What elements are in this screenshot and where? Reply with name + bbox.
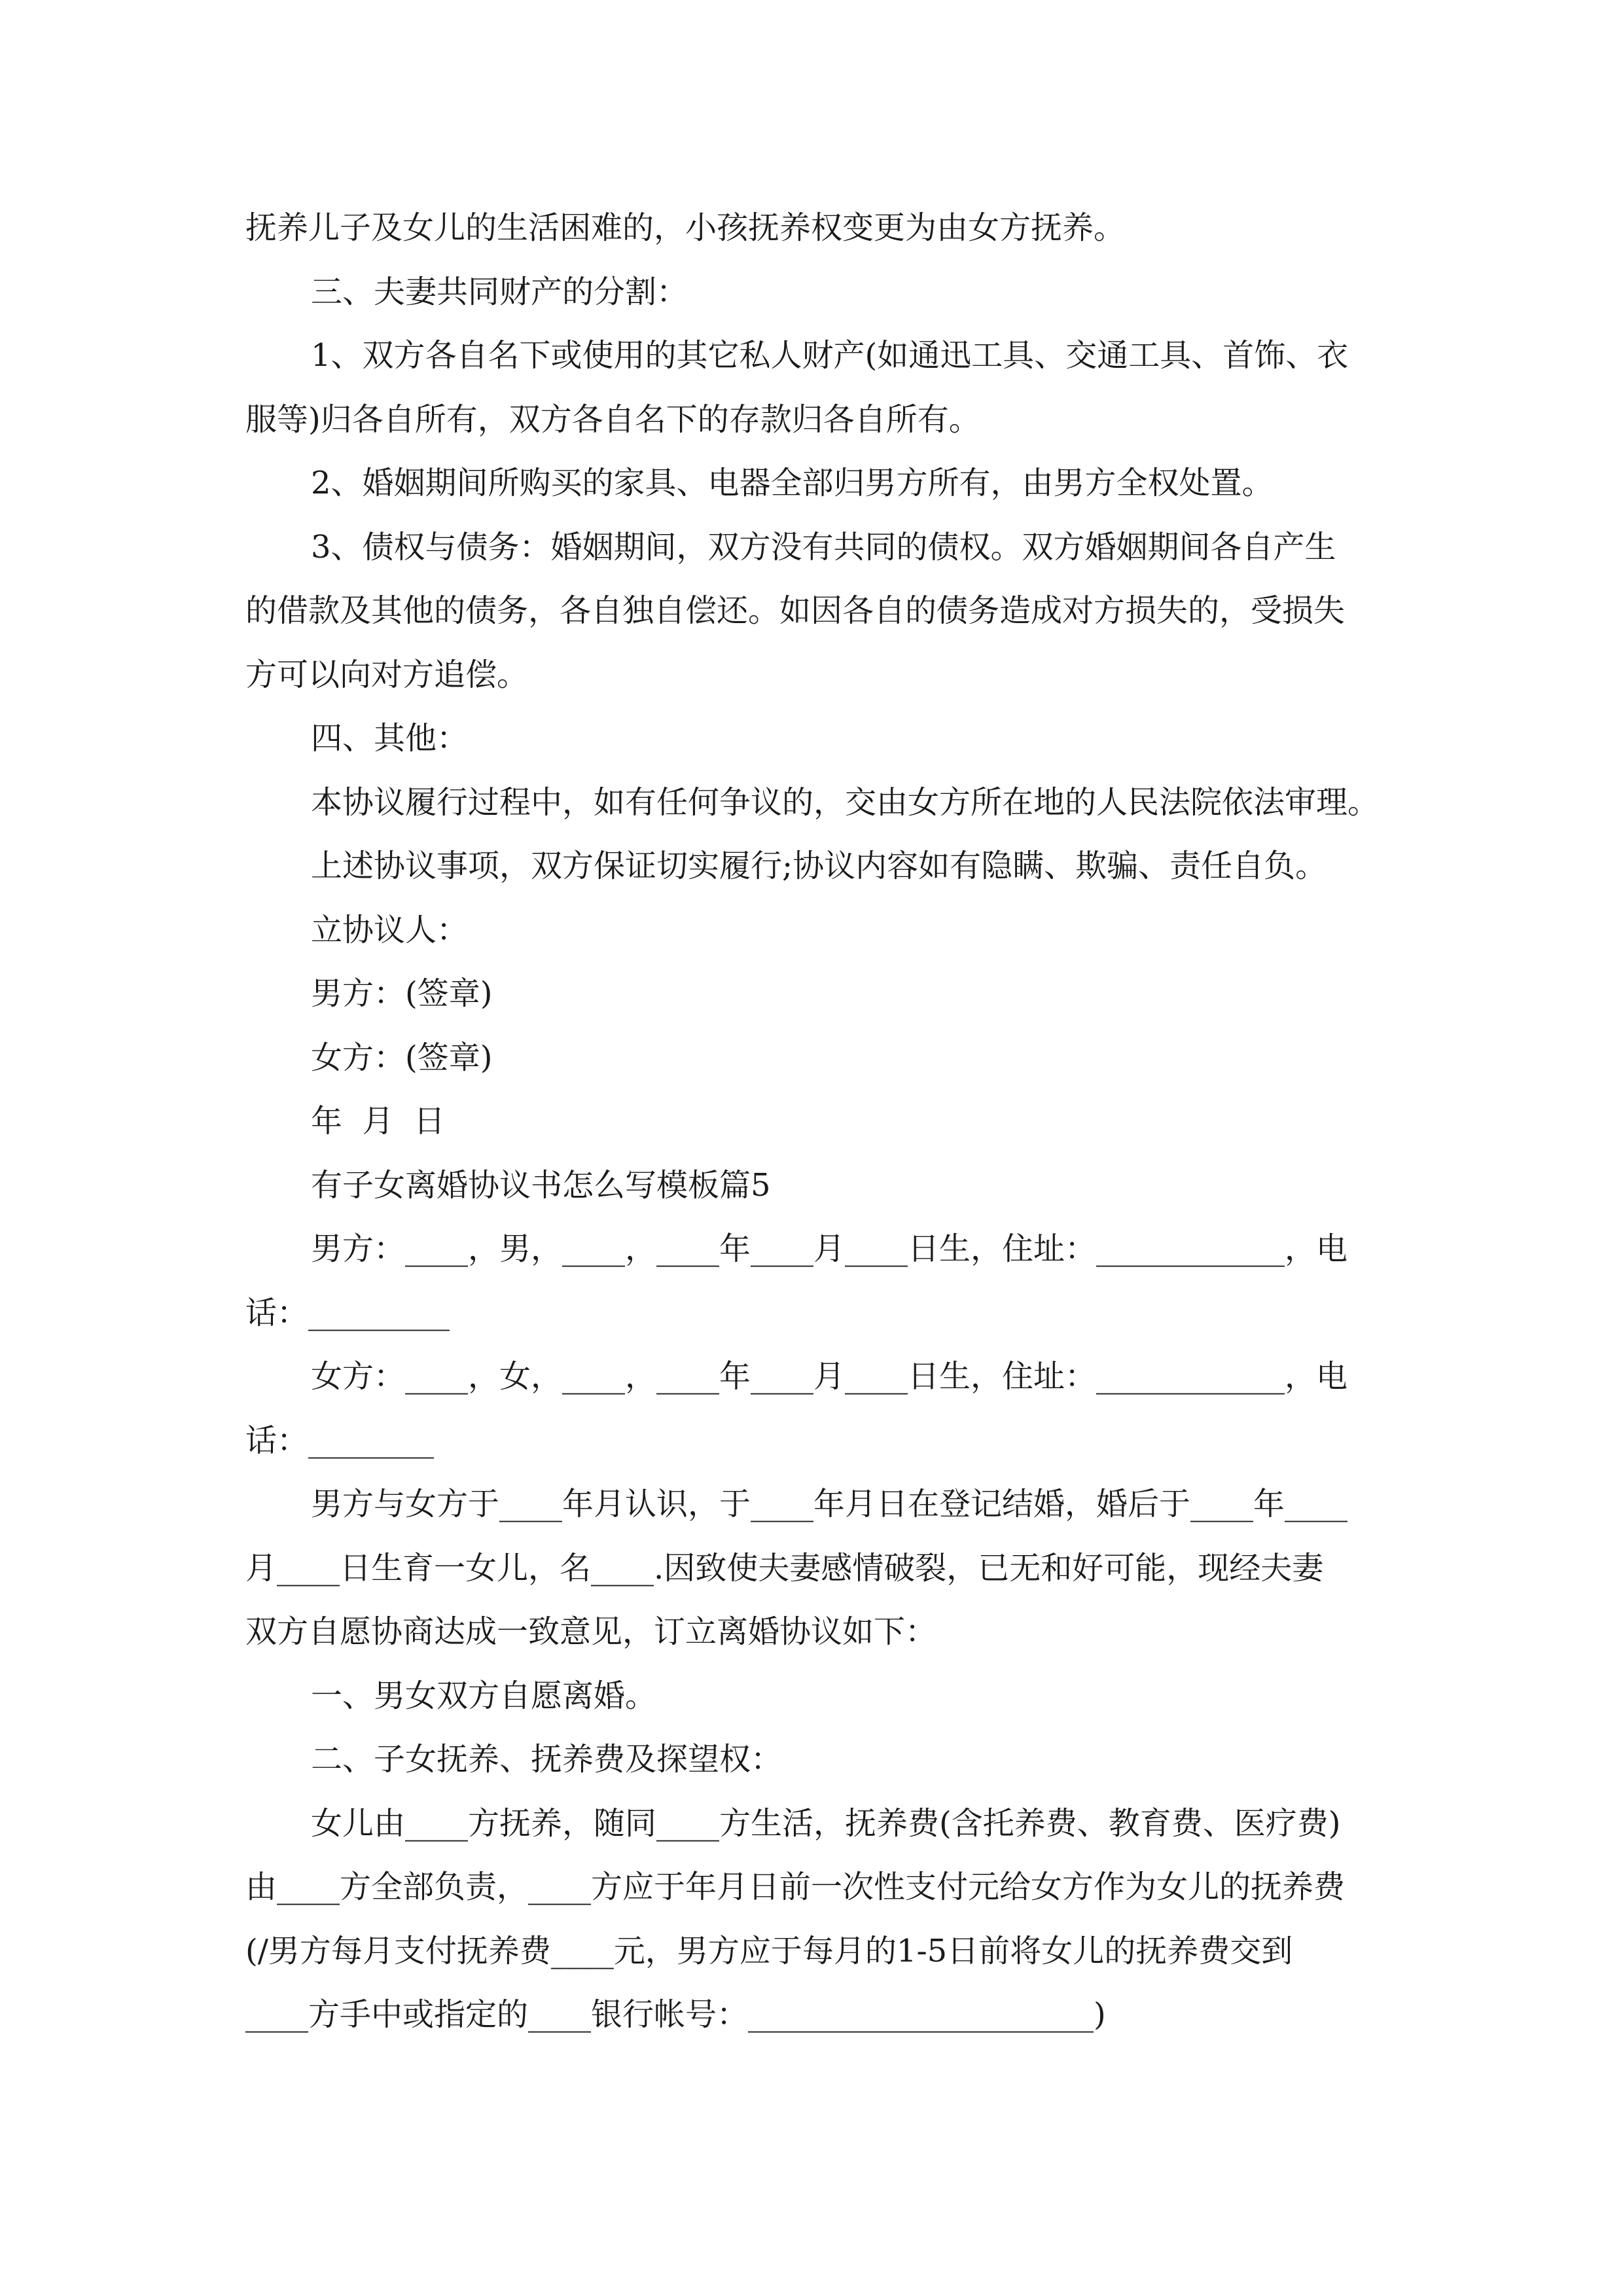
clause-custody-heading: 二、子女抚养、抚养费及探望权： xyxy=(311,1741,783,1778)
section-heading-property: 三、夫妻共同财产的分割： xyxy=(311,273,688,310)
text-line: 3、债权与债务：婚姻期间，双方没有共同的债权。双方婚姻期间各自产生 xyxy=(311,528,1336,565)
text-line: (/男方每月支付抚养费____元，男方应于每月的1-5日前将女儿的抚养费交到 xyxy=(245,1932,1293,1969)
text-line: 本协议履行过程中，如有任何争议的，交由女方所在地的人民法院依法审理。 xyxy=(311,783,1380,821)
text-line: 男方与女方于____年月认识，于____年月日在登记结婚，婚后于____年____ xyxy=(311,1486,1348,1522)
text-line: 服等)归各自所有，双方各自名下的存款归各自所有。 xyxy=(245,401,980,438)
text-line: 月____日生育一女儿，名____.因致使夫妻感情破裂，已无和好可能，现经夫妻 xyxy=(245,1549,1324,1587)
date-line: 年 月 日 xyxy=(311,1103,446,1139)
text-line: 2、婚姻期间所购买的家具、电器全部归男方所有，由男方全权处置。 xyxy=(311,465,1274,501)
section-heading-other: 四、其他： xyxy=(311,720,469,757)
female-signature-line: 女方：(签章) xyxy=(311,1039,493,1076)
male-info-line: 男方：____，男，____，____年____月____日生，住址：____________，电 xyxy=(311,1230,1348,1267)
text-line: 方可以向对方追偿。 xyxy=(245,656,529,693)
text-line: ____方手中或指定的____银行帐号：______________________) xyxy=(245,1996,1106,2033)
text-line: 1、双方各自名下或使用的其它私人财产(如通迅工具、交通工具、首饰、衣 xyxy=(311,337,1349,374)
female-phone-line: 话：________ xyxy=(245,1422,435,1459)
signatory-label: 立协议人： xyxy=(311,911,469,948)
female-info-line: 女方：____，女，____，____年____月____日生，住址：____________，电 xyxy=(311,1358,1348,1395)
male-phone-line: 话：_________ xyxy=(245,1294,450,1331)
text-line: 双方自愿协商达成一致意见，订立离婚协议如下： xyxy=(245,1613,937,1650)
text-line: 女儿由____方抚养，随同____方生活，抚养费(含托养费、教育费、医疗费) xyxy=(311,1804,1341,1842)
text-line: 抚养儿子及女儿的生活困难的，小孩抚养权变更为由女方抚养。 xyxy=(245,209,1126,246)
template-title: 有子女离婚协议书怎么写模板篇5 xyxy=(311,1166,771,1204)
text-line: 由____方全部负责，____方应于年月日前一次性支付元给女方作为女儿的抚养费 xyxy=(245,1869,1346,1905)
male-signature-line: 男方：(签章) xyxy=(311,975,493,1012)
document-body xyxy=(245,196,1381,2047)
text-line: 的借款及其他的债务，各自独自偿还。如因各自的债务造成对方损失的，受损失 xyxy=(245,592,1346,629)
text-line: 上述协议事项，双方保证切实履行;协议内容如有隐瞒、欺骗、责任自负。 xyxy=(311,848,1327,884)
clause-divorce: 一、男女双方自愿离婚。 xyxy=(311,1677,657,1714)
